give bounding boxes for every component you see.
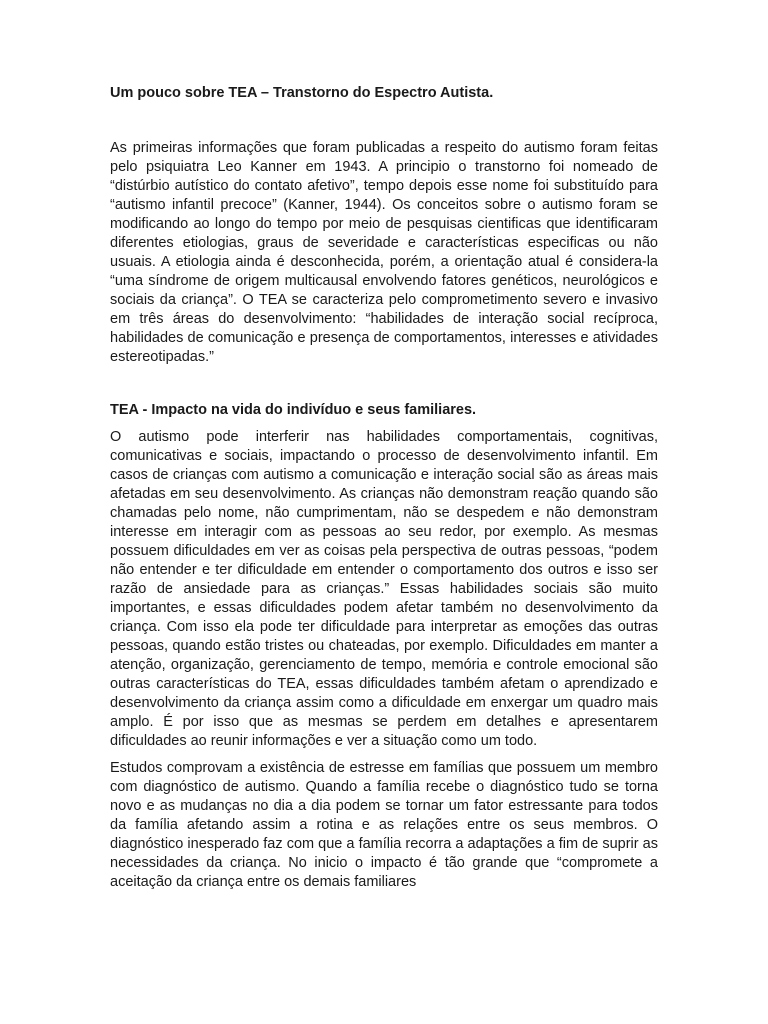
paragraph-family-stress: Estudos comprovam a existência de estresse em famílias que possuem um membro com diagnóstico de autismo. Quando a família recebe o diagnóstico tudo se torna novo e as mudanças no dia a dia podem se tornar um fator estressante para todos da família afetando assim a rotina e as relações entre os seus membros. O diagnóstico inesperado faz com que a família recorra a adaptações a fim de suprir as necessidades da criança. No inicio o impacto é tão grande que “compromete a aceitação da criança entre os demais familiares xyxy=(110,760,658,890)
document-page xyxy=(110,84,658,892)
paragraph-autism-history: As primeiras informações que foram publicadas a respeito do autismo foram feitas pelo psiquiatra Leo Kanner em 1943. A principio o transtorno foi nomeado de “distúrbio autístico do contato afetivo”, tempo depois esse nome foi substituído para “autismo infantil precoce” (Kanner, 1944). Os conceitos sobre o autismo foram se modificando ao longo do tempo por meio de pesquisas cientificas que identificaram diferentes etiologias, graus de severidade e características especificas ou não usuais. A etiologia ainda é desconhecida, porém, a orientação atual é considera-la “uma síndrome de origem multicausal envolvendo fatores genéticos, neurológicos e sociais da criança”. O TEA se caracteriza pelo comprometimento severo e invasivo em três áreas do desenvolvimento: “habilidades de interação social recíproca, habilidades de comunicação e presença de comportamentos, interesses e atividades estereotipadas.” xyxy=(110,140,658,365)
paragraph-autism-impact: O autismo pode interferir nas habilidades comportamentais, cognitivas, comunicativas e sociais, impactando o processo de desenvolvimento infantil. Em casos de crianças com autismo a comunicação e interação social são as áreas mais afetadas em seu desenvolvimento. As crianças não demonstram reação quando são chamadas pelo nome, não cumprimentam, não se despedem e não demonstram interesse em interagir com as pessoas ao seu redor, por exemplo. As mesmas possuem dificuldades em ver as coisas pela perspectiva de outras pessoas, “podem não entender e ter dificuldade em entender o comportamento dos outros e isso ser razão de ansiedade para as crianças.” Essas habilidades sociais são muito importantes, e essas dificuldades podem afetar também no desenvolvimento da criança. Com isso ela pode ter dificuldade para interpretar as emoções das outras pessoas, quando estão tristes ou chateadas, por exemplo. Dificuldades em manter a atenção, organização, gerenciamento de tempo, memória e controle emocional são outras características do TEA, essas dificuldades também afetam o aprendizado e desenvolvimento da criança assim como a dificuldade em enxergar um quadro mais amplo. É por isso que as mesmas se perdem em detalhes e apresentarem dificuldades ao reunir informações e ver a situação como um todo. xyxy=(110,429,658,749)
section-title-tea-impact: TEA - Impacto na vida do indivíduo e seus familiares. xyxy=(110,402,477,418)
section-title-tea-overview: Um pouco sobre TEA – Transtorno do Espectro Autista. xyxy=(110,85,494,101)
